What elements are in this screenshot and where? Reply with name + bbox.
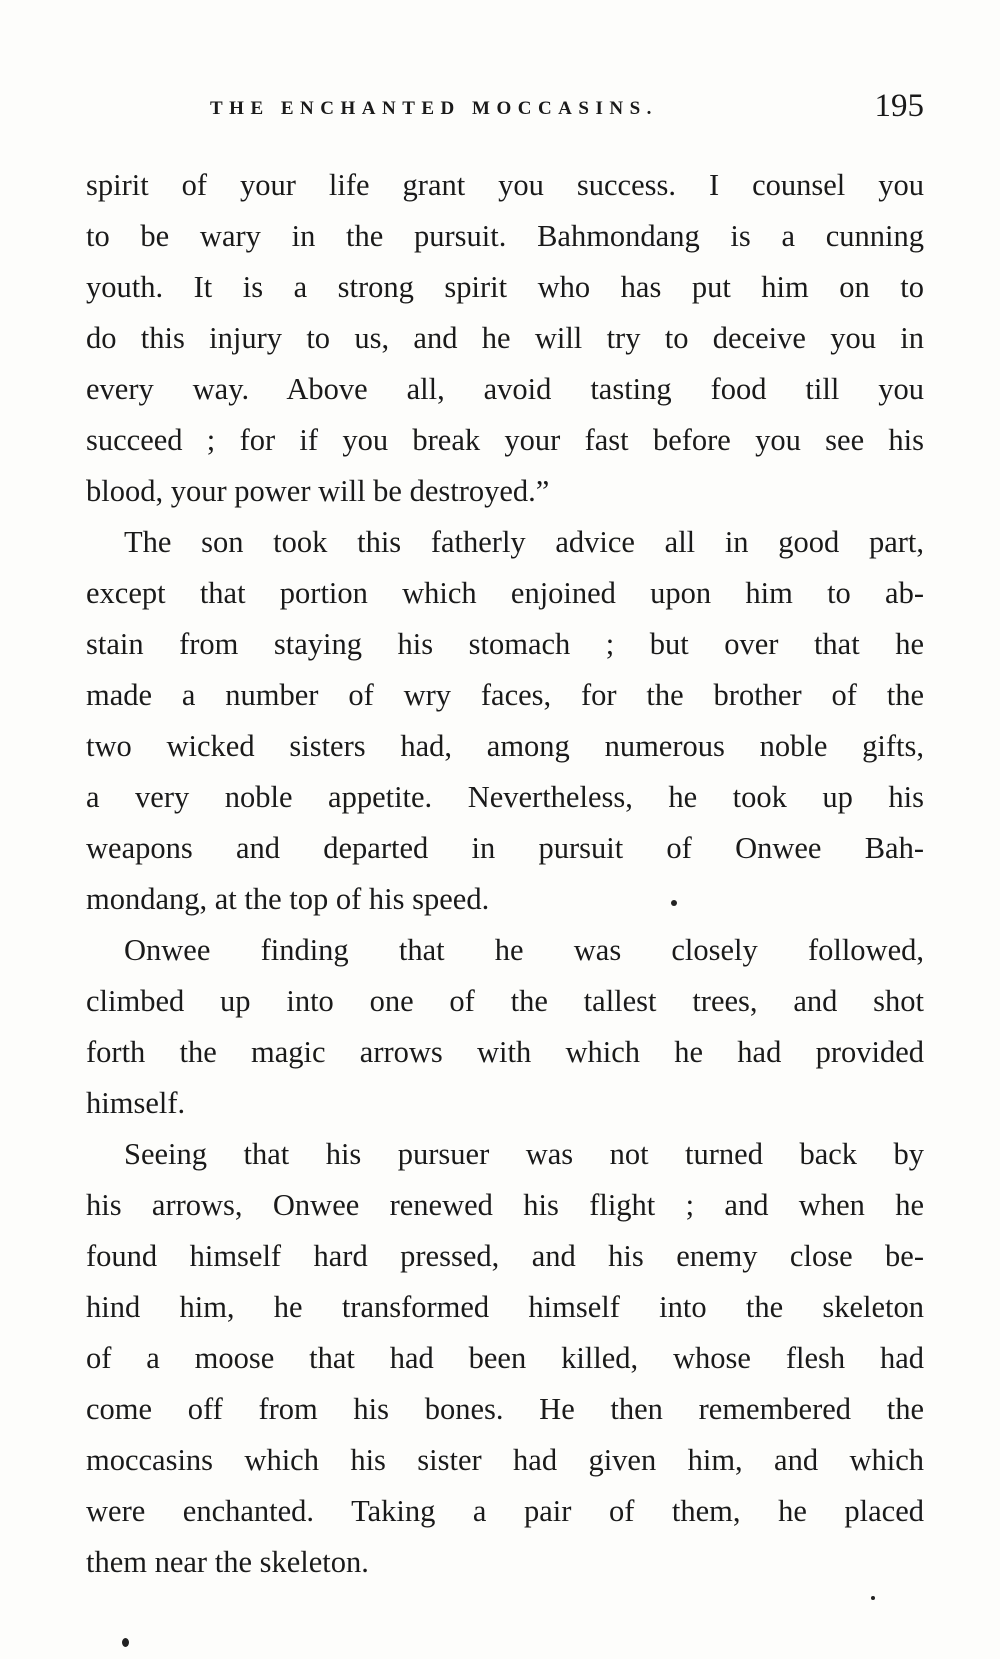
- text-line: himself.: [86, 1086, 186, 1120]
- text-line: Seeing that his pursuer was not turned back by: [124, 1137, 924, 1171]
- text-line: The son took this fatherly advice all in good part,: [124, 525, 924, 559]
- text-line: youth. It is a strong spirit who has put him on to: [86, 270, 924, 304]
- page-number: 195: [874, 88, 924, 124]
- text-line: found himself hard pressed, and his enemy close be-: [86, 1239, 924, 1273]
- text-line: Onwee finding that he was closely followed,: [124, 933, 924, 967]
- body-text: [86, 160, 924, 1588]
- text-line: weapons and departed in pursuit of Onwee Bah-: [86, 831, 924, 865]
- text-line: forth the magic arrows with which he had provided: [86, 1035, 924, 1069]
- text-line: climbed up into one of the tallest trees, and shot: [86, 984, 924, 1018]
- text-line: spirit of your life grant you success. I counsel you: [86, 168, 924, 202]
- print-speck: [871, 1596, 875, 1600]
- text-line: come off from his bones. He then remembered the: [86, 1392, 924, 1426]
- text-line: succeed ; for if you break your fast before you see his: [86, 423, 924, 457]
- text-line: of a moose that had been killed, whose flesh had: [86, 1341, 924, 1375]
- text-line: moccasins which his sister had given him, and which: [86, 1443, 924, 1477]
- print-speck: [671, 900, 677, 906]
- text-line: two wicked sisters had, among numerous noble gifts,: [86, 729, 924, 763]
- text-line: hind him, he transformed himself into the skeleton: [86, 1290, 924, 1324]
- text-line: every way. Above all, avoid tasting food till you: [86, 372, 924, 406]
- running-head: [86, 88, 924, 132]
- print-speck: [122, 1638, 129, 1647]
- text-line: a very noble appetite. Nevertheless, he took up his: [86, 780, 924, 814]
- paragraph-2: [86, 517, 924, 925]
- text-line: mondang, at the top of his speed.: [86, 882, 490, 916]
- text-line: blood, your power will be destroyed.”: [86, 474, 550, 508]
- paragraph-4: [86, 1129, 924, 1588]
- text-line: stain from staying his stomach ; but over that he: [86, 627, 924, 661]
- text-line: made a number of wry faces, for the brother of the: [86, 678, 924, 712]
- paragraph-3: [86, 925, 924, 1129]
- text-line: were enchanted. Taking a pair of them, he placed: [86, 1494, 924, 1528]
- text-line: his arrows, Onwee renewed his flight ; and when he: [86, 1188, 924, 1222]
- text-line: except that portion which enjoined upon him to ab-: [86, 576, 924, 610]
- running-title: THE ENCHANTED MOCCASINS.: [210, 98, 658, 119]
- text-line: to be wary in the pursuit. Bahmondang is a cunning: [86, 219, 924, 253]
- paragraph-1: [86, 160, 924, 517]
- text-line: them near the skeleton.: [86, 1545, 369, 1579]
- text-line: do this injury to us, and he will try to deceive you in: [86, 321, 924, 355]
